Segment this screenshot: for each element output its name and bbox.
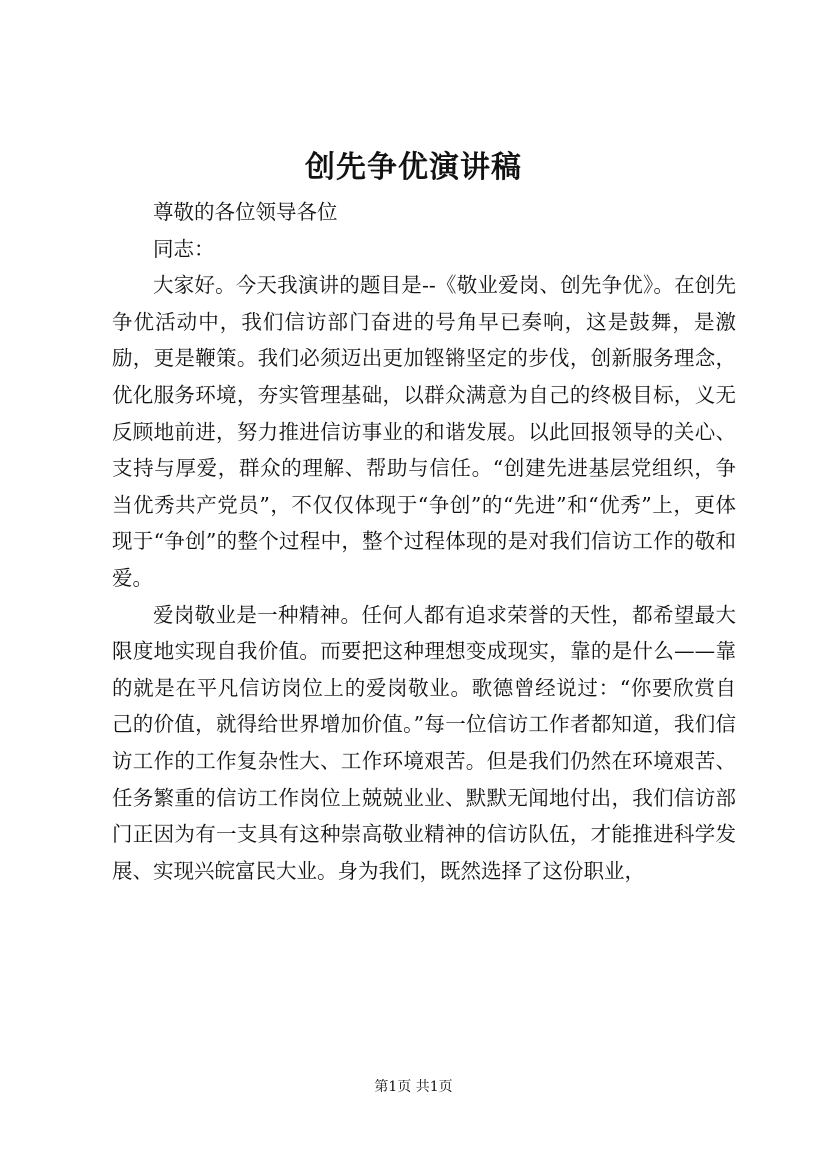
paragraph-dedication: 爱岗敬业是一种精神。任何人都有追求荣誉的天性，都希望最大限度地实现自我价值。而要把这种理想变成现实，靠的是什么——靠的就是在平凡信访岗位上的爱岗敬业。歌德曾经说过：“你要欣赏自己的价值，就得给世界增加价值。”每一位信访工作者都知道，我们信访工作的工作复杂性大、工作环境艰苦。但是我们仍然在环境艰苦、任务繁重的信访工作岗位上兢兢业业、默默无闻地付出，我们信访部门正因为有一支具有这种崇高敬业精神的信访队伍，才能推进科学发展、实现兴皖富民大业。身为我们，既然选择了这份职业， — [112, 602, 736, 883]
salutation-line-1: 尊敬的各位领导各位 — [153, 200, 338, 224]
document-body — [112, 194, 736, 889]
document-title: 创先争优演讲稿 — [305, 150, 522, 185]
salutation-line-2: 同志： — [153, 236, 215, 261]
paragraph-opening: 大家好。今天我演讲的题目是--《敬业爱岗、创先争优》。在创先争优活动中，我们信访部门奋进的号角早已奏响，这是鼓舞，是激励，更是鞭策。我们必须迈出更加铿锵坚定的步伐，创新服务理念，优化服务环境，夯实管理基础，以群众满意为自己的终极目标，义无反顾地前进，努力推进信访事业的和谐发展。以此回报领导的关心、支持与厚爱，群众的理解、帮助与信任。“创建先进基层党组织，争当优秀共产党员”，不仅仅体现于“争创”的“先进”和“优秀”上，更体现于“争创”的整个过程中，整个过程体现的是对我们信访工作的敬和爱。 — [112, 273, 736, 590]
page-footer: 第1页 共1页 — [374, 1079, 453, 1095]
